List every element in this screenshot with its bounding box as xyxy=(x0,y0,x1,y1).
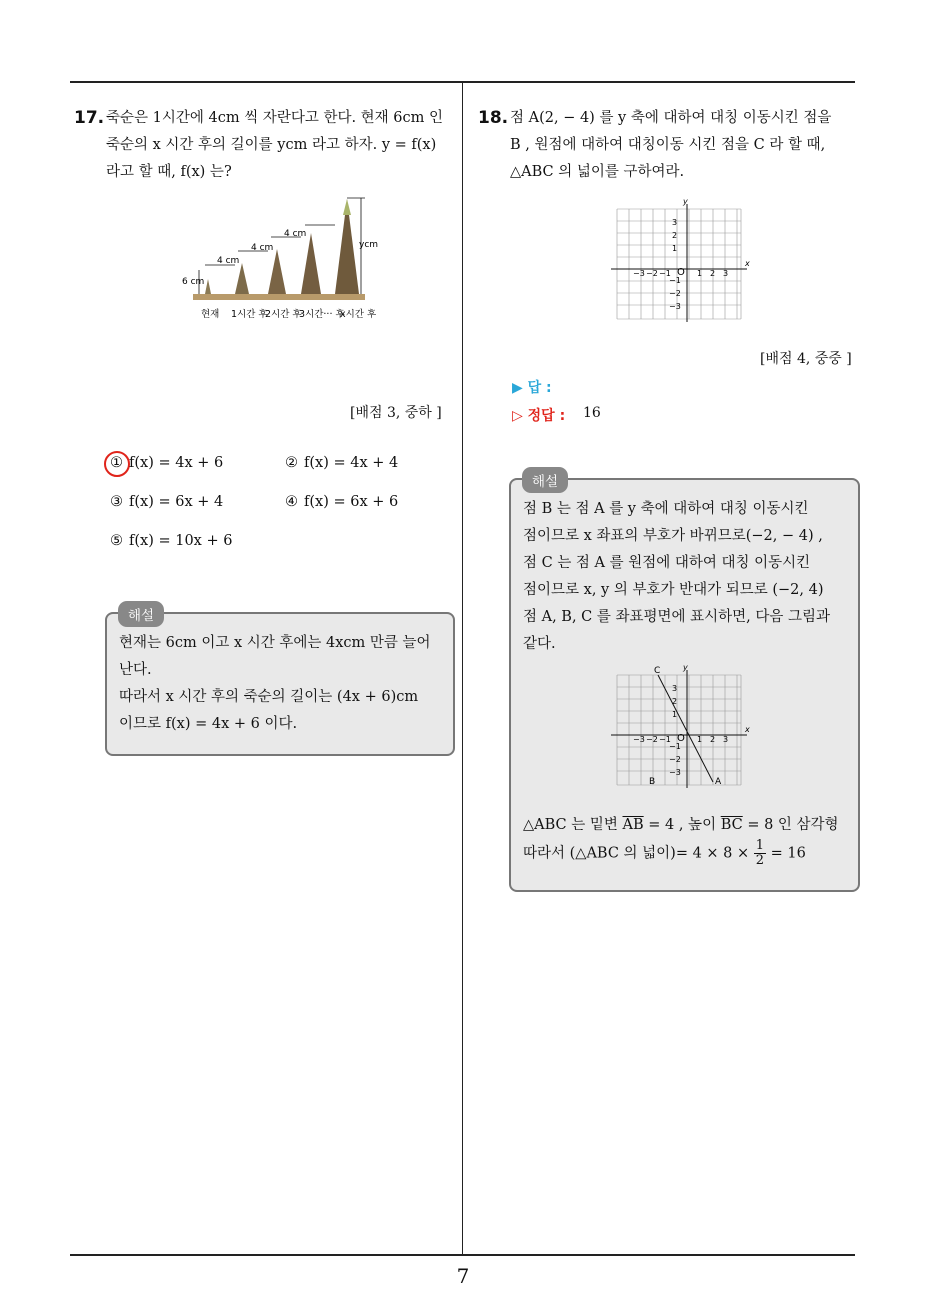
choice-1[interactable]: ① f(x) = 4x + 6 xyxy=(110,455,224,471)
question-line: 라고 할 때, f(x) 는? xyxy=(106,164,232,180)
explanation-text xyxy=(119,630,431,738)
label-6cm: 6 cm xyxy=(182,277,205,287)
y-tick: 3 xyxy=(672,218,678,227)
bamboo-shoot-icon xyxy=(205,279,211,294)
y-tick: 3 xyxy=(672,684,678,693)
choice-5[interactable]: ⑤ f(x) = 10x + 6 xyxy=(110,533,233,549)
explanation-text xyxy=(523,496,830,658)
origin-label: O xyxy=(677,267,685,278)
x-tick: −1 xyxy=(659,735,671,744)
question-line: B , 원점에 대하여 대칭이동 시킨 점을 C 라 할 때, xyxy=(510,137,826,153)
y-tick: −3 xyxy=(669,768,681,777)
bottom-rule xyxy=(70,1254,855,1256)
x-tick: −2 xyxy=(646,735,658,744)
explanation-conclusion xyxy=(523,812,839,868)
choice-3[interactable]: ③ f(x) = 6x + 4 xyxy=(110,494,224,510)
x-tick: 3 xyxy=(723,269,729,278)
choice-2[interactable]: ② f(x) = 4x + 4 xyxy=(285,455,399,471)
explanation-line: 난다. xyxy=(119,662,152,678)
explanation-line: 점이므로 x 좌표의 부호가 바뀌므로(−2, − 4) , xyxy=(523,528,823,544)
y-tick: 2 xyxy=(672,231,678,240)
y-tick: 1 xyxy=(672,710,678,719)
label-4cm: 4 cm xyxy=(284,229,307,239)
bamboo-shoot-icon xyxy=(268,249,286,294)
explanation-line: 따라서 x 시간 후의 죽순의 길이는 (4x + 6)cm xyxy=(119,689,419,705)
y-axis-label: y xyxy=(683,197,688,206)
score-label: [배점 4, 중중 ] xyxy=(760,351,852,367)
y-tick: −2 xyxy=(669,289,681,298)
explanation-line: 점이므로 x, y 의 부호가 반대가 되므로 (−2, 4) xyxy=(523,582,824,598)
caption-3h: 3시간··· 후 xyxy=(299,309,345,320)
label-4cm: 4 cm xyxy=(251,243,274,253)
correct-answer-label: ▷ 정답 : xyxy=(512,408,566,424)
y-tick: 1 xyxy=(672,244,678,253)
ground xyxy=(193,294,365,300)
question-text xyxy=(510,105,831,186)
y-tick: −1 xyxy=(669,276,681,285)
question-line: △ABC 의 넓이를 구하여라. xyxy=(510,164,685,180)
y-tick: −1 xyxy=(669,742,681,751)
bamboo-shoot-icon xyxy=(301,233,321,294)
caption-xh: x시간 후 xyxy=(340,309,377,320)
explanation-tag: 해설 xyxy=(522,467,568,493)
point-b-label: B xyxy=(649,777,656,787)
explanation-line: 점 B 는 점 A 를 y 축에 대하여 대칭 이동시킨 xyxy=(523,501,809,517)
bamboo-growth-figure xyxy=(175,195,379,345)
x-tick: 2 xyxy=(710,735,716,744)
x-tick: 1 xyxy=(697,269,703,278)
x-tick: −1 xyxy=(659,269,671,278)
x-tick: −3 xyxy=(633,735,645,744)
question-number: 18. xyxy=(478,108,509,128)
y-tick: −3 xyxy=(669,302,681,311)
explanation-line: △ABC 는 밑변 $\overline{AB} = 4$ , 높이 $\overline{BC} = 8$ 인 삼각형 xyxy=(523,817,839,833)
explanation-line: 점 C 는 점 A 를 원점에 대하여 대칭 이동시킨 xyxy=(523,555,811,571)
x-tick: −3 xyxy=(633,269,645,278)
question-line: 점 A(2, − 4) 를 y 축에 대하여 대칭 이동시킨 점을 xyxy=(510,110,832,126)
bamboo-shoot-icon xyxy=(235,263,249,294)
caption-1h: 1시간 후 xyxy=(231,309,268,320)
solution-grid xyxy=(607,664,757,789)
explanation-line: 따라서 (△ABC 의 넓이)= 4 × 8 × $\frac{1}{2}$ = 16 xyxy=(523,838,806,868)
y-tick: 2 xyxy=(672,697,678,706)
x-tick: 1 xyxy=(697,735,703,744)
score-label: [배점 3, 중하 ] xyxy=(350,405,442,421)
x-tick: 3 xyxy=(723,735,729,744)
correct-answer-value: 16 xyxy=(583,405,601,421)
question-line: 죽순의 x 시간 후의 길이를 ycm 라고 하자. y = f(x) xyxy=(106,137,437,153)
answer-label: ▶ 답 : xyxy=(512,380,552,396)
explanation-tag: 해설 xyxy=(118,601,164,627)
x-axis-label: x xyxy=(745,259,750,268)
explanation-line: 현재는 6cm 이고 x 시간 후에는 4xcm 만큼 늘어 xyxy=(119,635,431,651)
caption-2h: 2시간 후 xyxy=(265,309,302,320)
fraction: $\frac{1}{2}$ xyxy=(755,838,765,868)
column-divider xyxy=(462,82,463,1256)
choice-4[interactable]: ④ f(x) = 6x + 6 xyxy=(285,494,399,510)
y-axis-label: y xyxy=(683,663,688,672)
question-text xyxy=(106,105,443,186)
explanation-line: 같다. xyxy=(523,636,556,652)
point-c-label: C xyxy=(654,666,661,676)
explanation-line: 점 A, B, C 를 좌표평면에 표시하면, 다음 그림과 xyxy=(523,609,831,625)
explanation-line: 이므로 f(x) = 4x + 6 이다. xyxy=(119,716,298,732)
bamboo-shoot-icon xyxy=(335,199,359,294)
point-a-label: A xyxy=(715,777,722,787)
origin-label: O xyxy=(677,733,685,744)
coordinate-grid xyxy=(607,198,757,323)
y-tick: −2 xyxy=(669,755,681,764)
question-line: 죽순은 1시간에 4cm 씩 자란다고 한다. 현재 6cm 인 xyxy=(106,110,444,126)
segment-ca xyxy=(658,675,716,782)
label-ycm: ycm xyxy=(359,240,379,250)
caption-now: 현재 xyxy=(201,309,220,320)
question-number: 17. xyxy=(74,108,105,128)
page-number: 7 xyxy=(456,1264,470,1288)
label-4cm: 4 cm xyxy=(217,256,240,266)
x-axis-label: x xyxy=(745,725,750,734)
x-tick: 2 xyxy=(710,269,716,278)
x-tick: −2 xyxy=(646,269,658,278)
